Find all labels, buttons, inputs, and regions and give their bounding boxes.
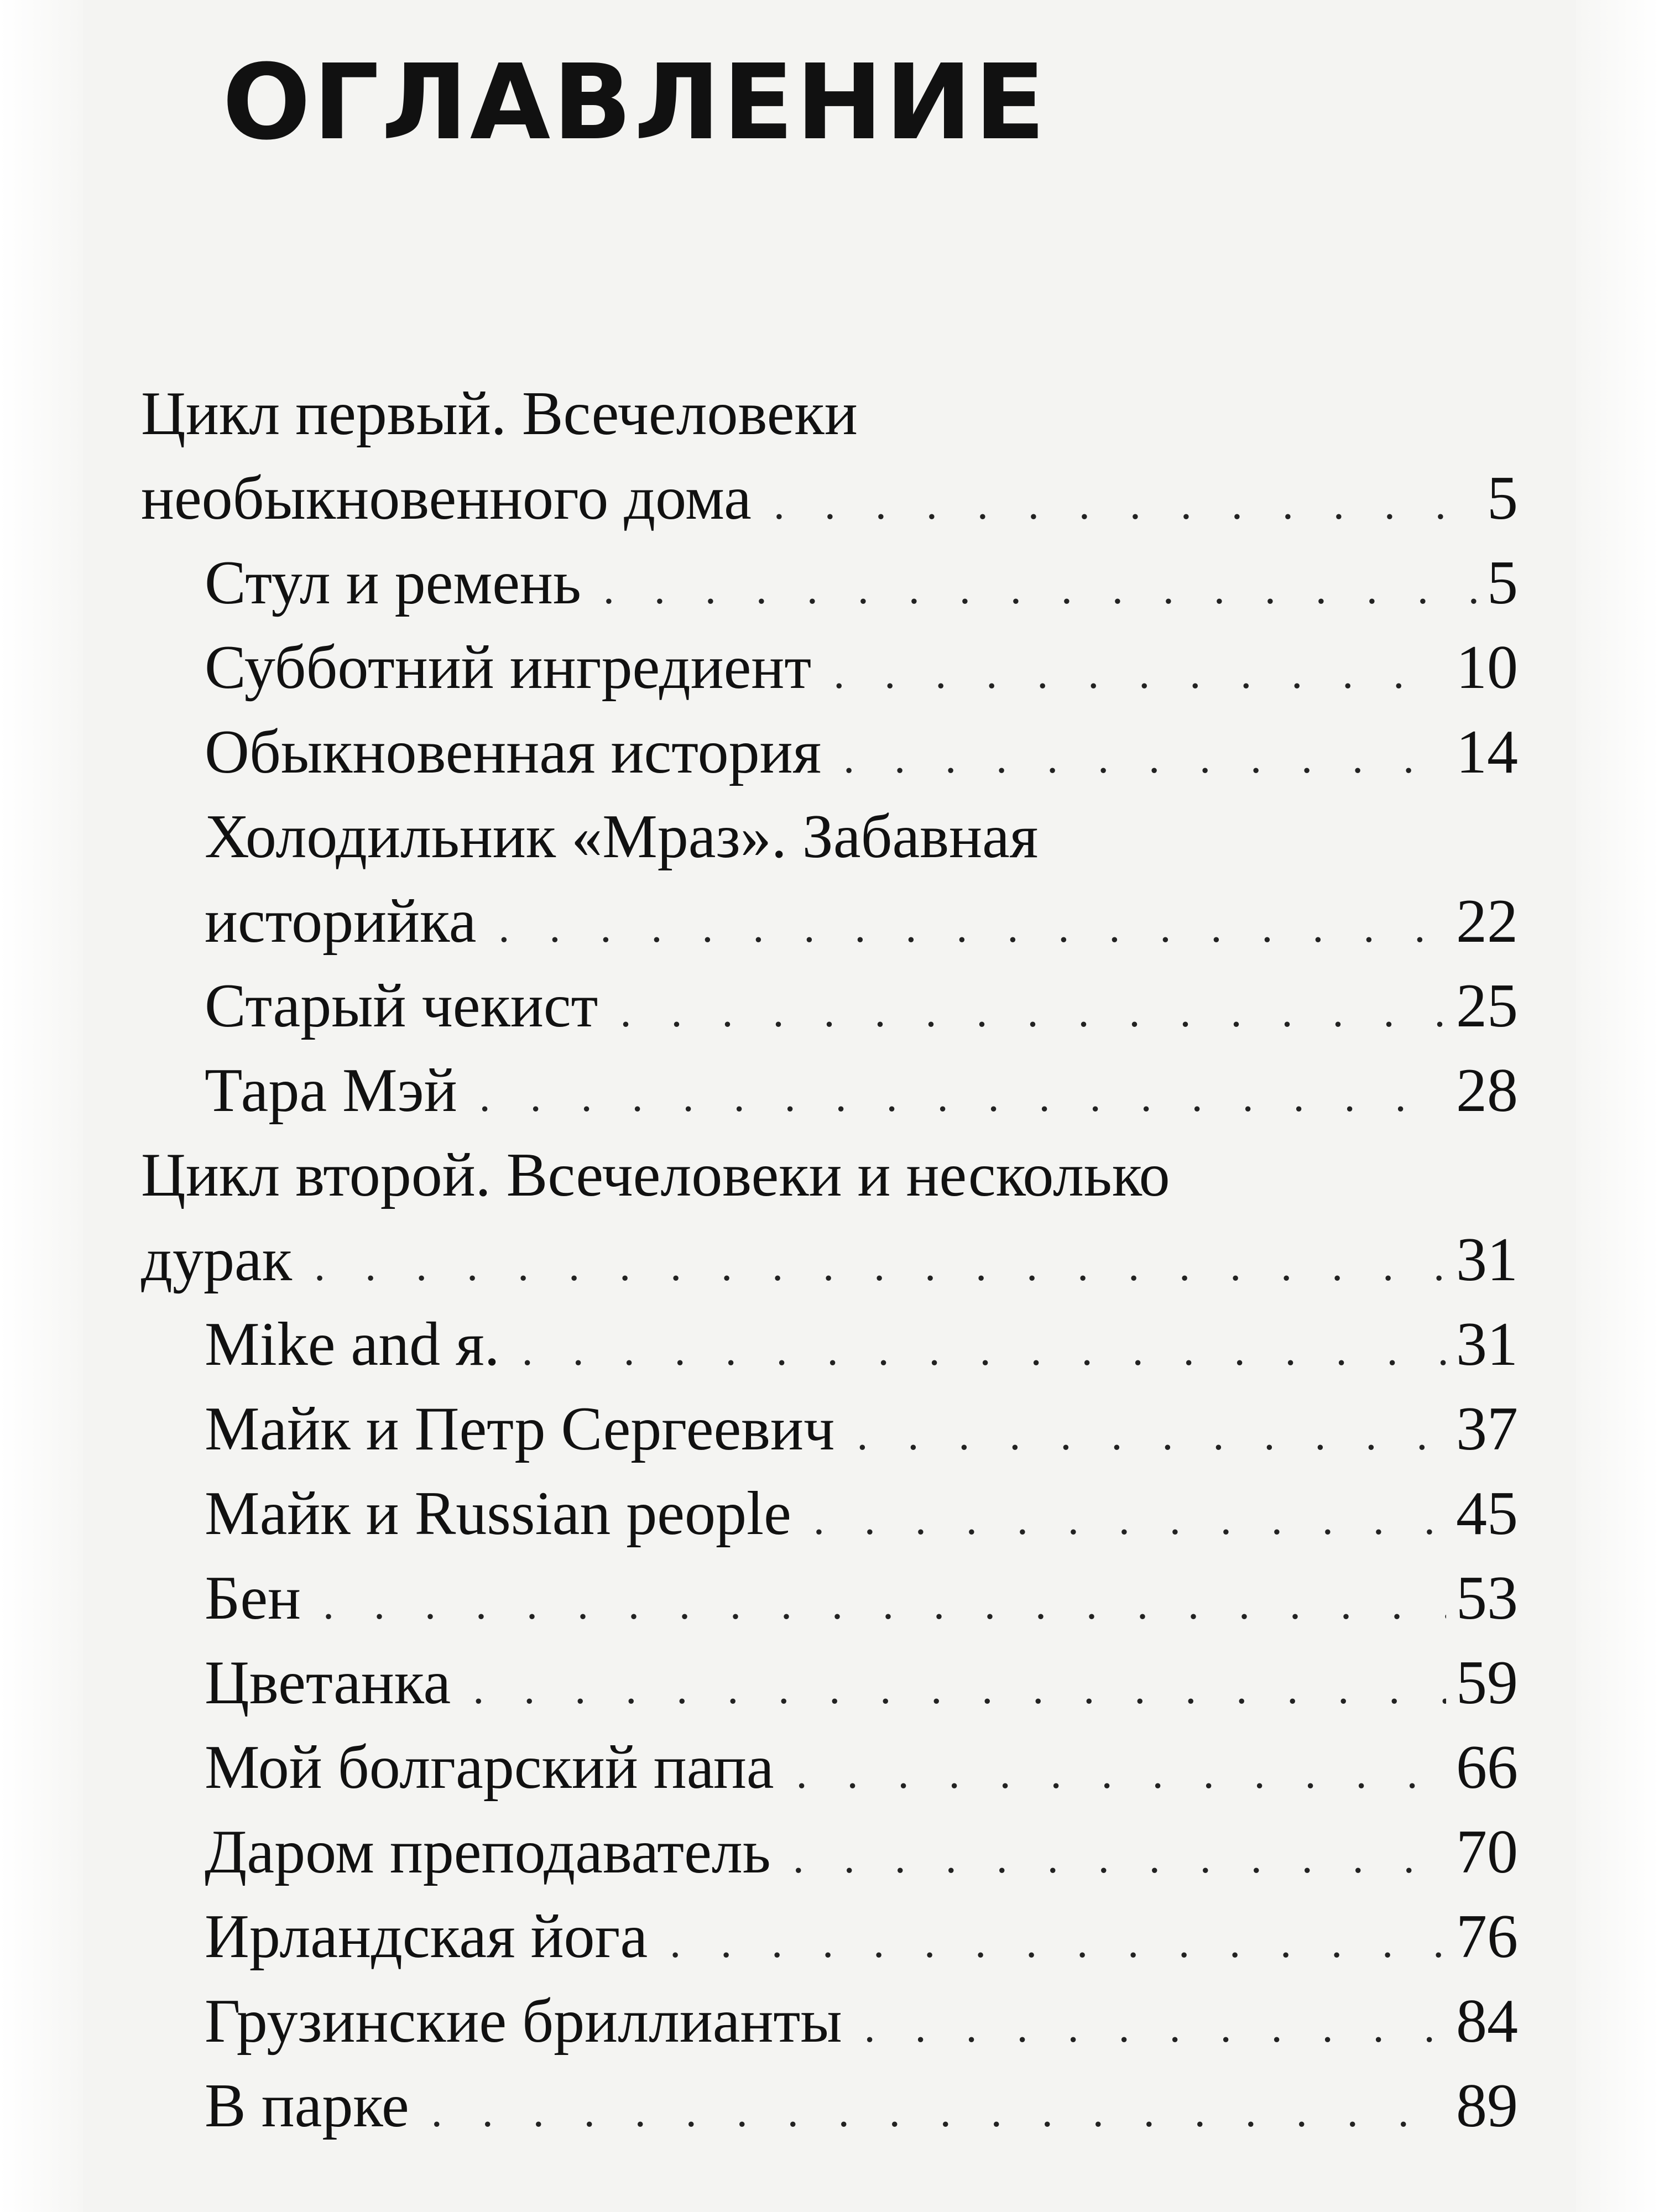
dot-leader (796, 1731, 1446, 1816)
table-of-contents (141, 372, 1518, 2148)
toc-page-number: 10 (1456, 633, 1518, 702)
toc-page-number: 22 (1456, 887, 1518, 956)
toc-entry[interactable] (141, 541, 1518, 625)
toc-entry-title: Майк и Петр Сергеевич (205, 1395, 835, 1463)
page-edge-right (1576, 0, 1659, 2212)
toc-page-number: 28 (1456, 1056, 1518, 1125)
toc-entry[interactable] (141, 879, 1518, 964)
toc-cycle-title-line (141, 1133, 1518, 1218)
dot-leader (843, 716, 1446, 801)
toc-entry[interactable] (141, 1979, 1518, 2064)
toc-entry-title: Майк и Russian people (205, 1479, 791, 1548)
toc-entry-title: Грузинские бриллианты (205, 1987, 842, 2056)
toc-entry-title: дурак (141, 1225, 293, 1294)
toc-entry[interactable] (141, 1472, 1518, 1556)
toc-cycle-title-line (141, 372, 1518, 456)
dot-leader (864, 1985, 1446, 2070)
toc-page-number: 25 (1456, 972, 1518, 1040)
toc-page-number: 14 (1456, 718, 1518, 786)
toc-page-number: 59 (1456, 1648, 1518, 1717)
toc-entry[interactable] (141, 1302, 1518, 1387)
toc-cycle-title: Цикл первый. Всечеловеки (141, 379, 858, 448)
dot-leader (813, 1478, 1446, 1562)
toc-entry-title: Ирландская йога (205, 1902, 648, 1971)
toc-page-number: 53 (1456, 1564, 1518, 1632)
toc-entry[interactable] (141, 1556, 1518, 1641)
toc-entry[interactable] (141, 1725, 1518, 1810)
toc-page-number: 37 (1456, 1395, 1518, 1463)
dot-leader (479, 1055, 1446, 1139)
toc-page-number: 70 (1456, 1818, 1518, 1886)
dot-leader (774, 462, 1477, 547)
toc-entry-title: Тара Мэй (205, 1056, 457, 1125)
toc-entry-title: Обыкновенная история (205, 718, 822, 786)
toc-entry[interactable] (141, 1048, 1518, 1133)
toc-entry-title: Бен (205, 1564, 301, 1632)
dot-leader (522, 1308, 1446, 1393)
toc-page-number: 45 (1456, 1479, 1518, 1548)
page-edge-left (0, 0, 83, 2212)
dot-leader (857, 1393, 1446, 1478)
dot-leader (670, 1901, 1446, 1985)
dot-leader (833, 632, 1446, 716)
toc-entry-title: необыкновенного дома (141, 464, 752, 533)
toc-entry-title: Субботний ингредиент (205, 633, 812, 702)
toc-page-number: 66 (1456, 1733, 1518, 1802)
toc-entry-title: Старый чекист (205, 972, 598, 1040)
toc-entry-title: Стул и ремень (205, 549, 581, 617)
toc-heading: ОГЛАВЛЕНИЕ (222, 42, 1048, 163)
toc-page-number: 5 (1487, 464, 1518, 533)
toc-page-number: 31 (1456, 1310, 1518, 1379)
toc-entry-title: историйка (205, 887, 477, 956)
toc-entry[interactable] (141, 1218, 1518, 1302)
toc-entry[interactable] (141, 625, 1518, 710)
toc-entry-title: Цветанка (205, 1648, 451, 1717)
dot-leader (498, 885, 1446, 970)
dot-leader (314, 1224, 1446, 1308)
toc-entry-title: Холодильник «Мраз». Забавная (205, 802, 1039, 871)
toc-page-number: 31 (1456, 1225, 1518, 1294)
toc-page-number: 5 (1487, 549, 1518, 617)
toc-entry-title: Даром преподаватель (205, 1818, 771, 1886)
dot-leader (431, 2070, 1446, 2154)
toc-entry-title: В парке (205, 2072, 409, 2140)
toc-entry[interactable] (141, 2064, 1518, 2148)
toc-entry[interactable] (141, 1641, 1518, 1725)
dot-leader (793, 1816, 1446, 1901)
toc-entry[interactable] (141, 964, 1518, 1048)
dot-leader (473, 1647, 1446, 1731)
dot-leader (620, 970, 1446, 1055)
toc-entry[interactable] (141, 1810, 1518, 1895)
toc-entry-title: Мой болгарский папа (205, 1733, 774, 1802)
toc-entry[interactable] (141, 456, 1518, 541)
toc-page-number: 84 (1456, 1987, 1518, 2056)
toc-entry-title: Mike and я. (205, 1310, 500, 1379)
toc-entry[interactable] (141, 710, 1518, 795)
toc-page-number: 89 (1456, 2072, 1518, 2140)
toc-entry[interactable] (141, 1387, 1518, 1472)
dot-leader (323, 1562, 1446, 1647)
dot-leader (603, 547, 1477, 632)
toc-entry-title-line (141, 795, 1518, 879)
toc-entry[interactable] (141, 1895, 1518, 1979)
toc-page-number: 76 (1456, 1902, 1518, 1971)
toc-cycle-title: Цикл второй. Всечеловеки и несколько (141, 1141, 1170, 1209)
